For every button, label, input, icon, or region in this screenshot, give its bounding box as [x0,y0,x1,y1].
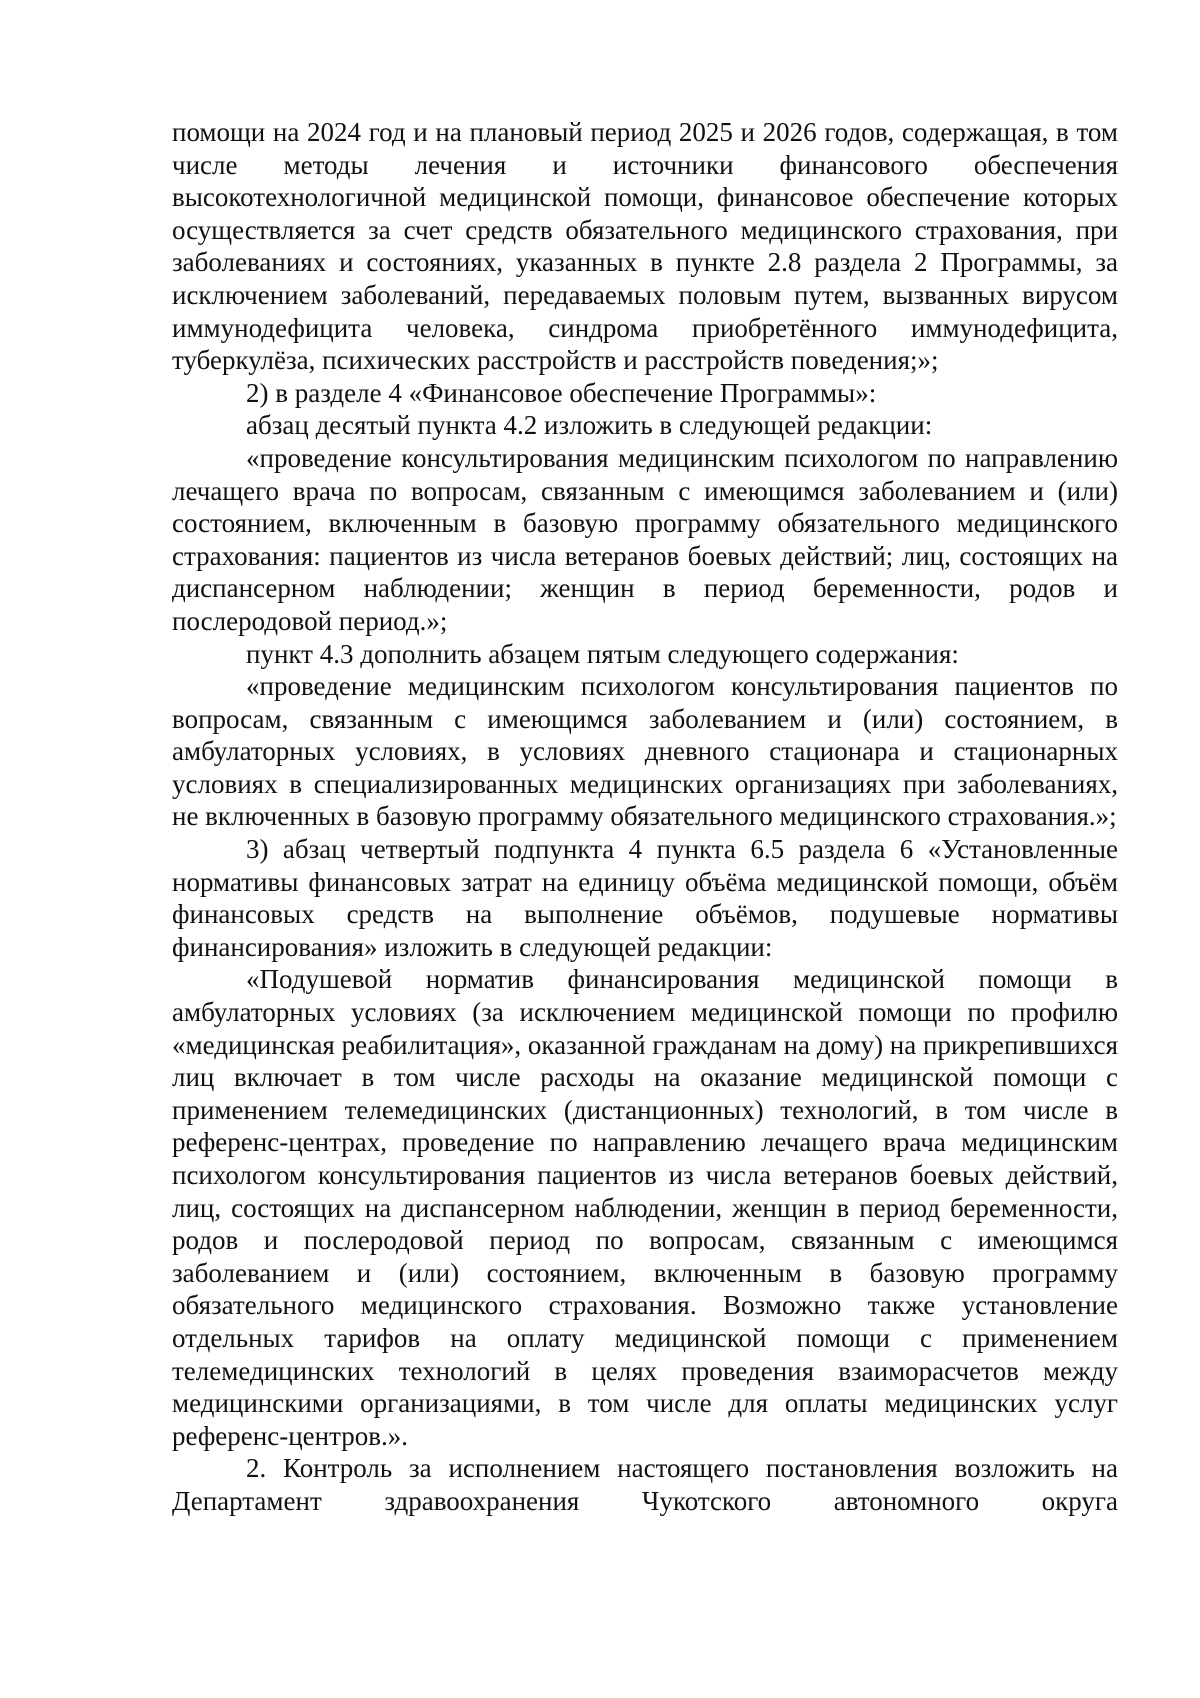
paragraph-4-3-instruction: пункт 4.3 дополнить абзацем пятым следующего содержания: [246,638,959,669]
paragraph-control-clause: 2. Контроль за исполнением настоящего постановления возложить на Департамент здравоохранения Чукотского автономного округа [172,1453,1118,1516]
paragraph-program-continuation: помощи на 2024 год и на плановый период 2025 и 2026 годов, содержащая, в том числе методы лечения и источники финансового обеспечения высокотехнологичной медицинской помощи, финансовое обеспечение которых осуществляется за счет средств обязательного медицинского страхования, при заболеваниях и состояниях, указанных в пункте 2.8 раздела 2 Программы, за исключением заболеваний, передаваемых половым путем, вызванных вирусом иммунодефицита человека, синдрома приобретённого иммунодефицита, туберкулёза, психических расстройств и расстройств поведения;»; [172,117,1118,376]
paragraph-4-2-instruction: абзац десятый пункта 4.2 изложить в следующей редакции: [246,410,933,441]
paragraph-4-3-new-text: «проведение медицинским психологом консультирования пациентов по вопросам, связанным с имеющимся заболеванием и (или) состоянием, в амбулаторных условиях, в условиях дневного стационара и стационарных условиях в специализированных медицинских организациях при заболеваниях, не включенных в базовую программу обязательного медицинского страхования.»; [172,671,1118,832]
paragraph-4-2-new-text: «проведение консультирования медицинским психологом по направлению лечащего врача по вопросам, связанным с имеющимся заболеванием и (или) состоянием, включенным в базовую программу обязательного медицинского страхования: пациентов из числа ветеранов боевых действий; лиц, состоящих на диспансерном наблюдении; женщин в период беременности, родов и послеродовой период.»; [172,442,1118,636]
paragraph-6-5-new-text: «Подушевой норматив финансирования медицинской помощи в амбулаторных условиях (за исключением медицинской помощи по профилю «медицинская реабилитация», оказанной гражданам на дому) на прикрепившихся лиц включает в том числе расходы на оказание медицинской помощи с применением телемедицинских (дистанционных) технологий, в том числе в референс-центрах, проведение по направлению лечащего врача медицинским психологом консультирования пациентов из числа ветеранов боевых действий, лиц, состоящих на диспансерном наблюдении, женщин в период беременности, родов и послеродовой период по вопросам, связанным с имеющимся заболеванием и (или) состоянием, включенным в базовую программу обязательного медицинского страхования. Возможно также установление отдельных тарифов на оплату медицинской помощи с применением телемедицинских технологий в целях проведения взаиморасчетов между медицинскими организациями, в том числе для оплаты медицинских услуг референс-центров.». [172,964,1119,1451]
paragraph-item-3: 3) абзац четвертый подпункта 4 пункта 6.5 раздела 6 «Установленные нормативы финансовых затрат на единицу объёма медицинской помощи, объём финансовых средств на выполнение объёмов, подушевые нормативы финансирования» изложить в следующей редакции: [172,834,1118,962]
document-body [172,116,1118,1518]
paragraph-item-2: 2) в разделе 4 «Финансовое обеспечение Программы»: [246,377,877,408]
